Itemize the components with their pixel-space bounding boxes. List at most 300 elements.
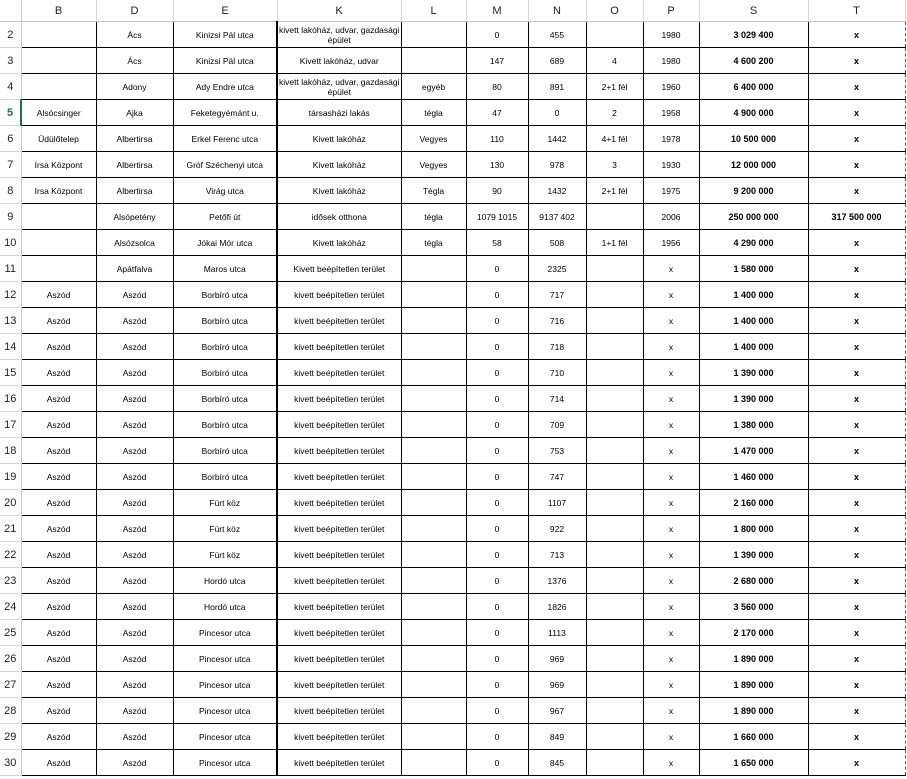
column-header-p[interactable]: P: [643, 0, 699, 22]
cell-m[interactable]: 0: [466, 334, 528, 360]
cell-n[interactable]: 849: [528, 724, 586, 750]
cell-s[interactable]: 1 890 000: [699, 646, 808, 672]
cell-m[interactable]: 47: [466, 100, 528, 126]
cell-p[interactable]: x: [643, 282, 699, 308]
cell-e[interactable]: Jókai Mór utca: [173, 230, 277, 256]
cell-s[interactable]: 2 170 000: [699, 620, 808, 646]
cell-s[interactable]: 1 390 000: [699, 360, 808, 386]
cell-l[interactable]: [401, 48, 466, 74]
cell-k[interactable]: Kivett lakóház: [277, 178, 401, 204]
cell-b[interactable]: Aszód: [21, 516, 96, 542]
cell-l[interactable]: Vegyes: [401, 152, 466, 178]
cell-b[interactable]: Aszód: [21, 672, 96, 698]
cell-b[interactable]: [21, 204, 96, 230]
cell-o[interactable]: [586, 334, 643, 360]
cell-k[interactable]: kivett beépítetlen terület: [277, 646, 401, 672]
cell-o[interactable]: 3: [586, 152, 643, 178]
cell-b[interactable]: Aszód: [21, 750, 96, 776]
cell-t[interactable]: x: [808, 256, 905, 282]
cell-k[interactable]: társasházi lakás: [277, 100, 401, 126]
cell-b[interactable]: [21, 256, 96, 282]
cell-l[interactable]: [401, 438, 466, 464]
cell-l[interactable]: tégla: [401, 100, 466, 126]
cell-p[interactable]: 1956: [643, 230, 699, 256]
cell-e[interactable]: Kinizsi Pál utca: [173, 48, 277, 74]
cell-t[interactable]: x: [808, 48, 905, 74]
cell-t[interactable]: x: [808, 282, 905, 308]
cell-t[interactable]: x: [808, 334, 905, 360]
cell-m[interactable]: 0: [466, 282, 528, 308]
cell-k[interactable]: kivett beépítetlen terület: [277, 750, 401, 776]
cell-o[interactable]: [586, 386, 643, 412]
cell-n[interactable]: 718: [528, 334, 586, 360]
cell-s[interactable]: 4 600 200: [699, 48, 808, 74]
cell-b[interactable]: [21, 22, 96, 48]
cell-t[interactable]: x: [808, 464, 905, 490]
row-header[interactable]: 28: [0, 698, 21, 724]
cell-d[interactable]: Aszód: [96, 542, 173, 568]
cell-t[interactable]: x: [808, 74, 905, 100]
cell-o[interactable]: 4+1 fél: [586, 126, 643, 152]
cell-o[interactable]: [586, 542, 643, 568]
cell-m[interactable]: 0: [466, 750, 528, 776]
cell-l[interactable]: [401, 464, 466, 490]
cell-m[interactable]: 0: [466, 386, 528, 412]
cell-p[interactable]: x: [643, 568, 699, 594]
cell-e[interactable]: Borbíró utca: [173, 464, 277, 490]
cell-s[interactable]: 1 650 000: [699, 750, 808, 776]
cell-m[interactable]: 58: [466, 230, 528, 256]
cell-b[interactable]: [21, 48, 96, 74]
cell-p[interactable]: x: [643, 698, 699, 724]
cell-b[interactable]: Irsa Központ: [21, 178, 96, 204]
row-header[interactable]: 14: [0, 334, 21, 360]
row-header[interactable]: 20: [0, 490, 21, 516]
cell-n[interactable]: 717: [528, 282, 586, 308]
cell-l[interactable]: Tégla: [401, 178, 466, 204]
cell-m[interactable]: 0: [466, 620, 528, 646]
cell-m[interactable]: 80: [466, 74, 528, 100]
column-header-s[interactable]: S: [699, 0, 808, 22]
cell-m[interactable]: 0: [466, 542, 528, 568]
row-header[interactable]: 22: [0, 542, 21, 568]
cell-b[interactable]: Aszód: [21, 698, 96, 724]
cell-b[interactable]: Aszód: [21, 490, 96, 516]
cell-e[interactable]: Hordó utca: [173, 594, 277, 620]
cell-d[interactable]: Aszód: [96, 698, 173, 724]
cell-p[interactable]: x: [643, 620, 699, 646]
cell-t[interactable]: x: [808, 750, 905, 776]
cell-b[interactable]: Aszód: [21, 334, 96, 360]
cell-p[interactable]: x: [643, 646, 699, 672]
cell-k[interactable]: kivett beépítetlen terület: [277, 412, 401, 438]
row-header[interactable]: 29: [0, 724, 21, 750]
cell-s[interactable]: 2 680 000: [699, 568, 808, 594]
cell-t[interactable]: x: [808, 386, 905, 412]
row-header[interactable]: 11: [0, 256, 21, 282]
cell-m[interactable]: 90: [466, 178, 528, 204]
cell-k[interactable]: kivett beépítetlen terület: [277, 724, 401, 750]
cell-l[interactable]: [401, 256, 466, 282]
cell-k[interactable]: kivett beépítetlen terület: [277, 386, 401, 412]
row-header[interactable]: 16: [0, 386, 21, 412]
cell-o[interactable]: [586, 412, 643, 438]
cell-k[interactable]: kivett beépítetlen terület: [277, 282, 401, 308]
cell-e[interactable]: Pincesor utca: [173, 646, 277, 672]
cell-o[interactable]: [586, 698, 643, 724]
cell-e[interactable]: Pincesor utca: [173, 698, 277, 724]
cell-p[interactable]: x: [643, 750, 699, 776]
row-header[interactable]: 5: [0, 100, 21, 126]
cell-o[interactable]: [586, 724, 643, 750]
cell-m[interactable]: 0: [466, 490, 528, 516]
column-header-e[interactable]: E: [173, 0, 277, 22]
cell-d[interactable]: Aszód: [96, 412, 173, 438]
cell-n[interactable]: 714: [528, 386, 586, 412]
cell-l[interactable]: [401, 594, 466, 620]
select-all-corner[interactable]: [0, 0, 21, 22]
cell-d[interactable]: Ács: [96, 48, 173, 74]
cell-t[interactable]: x: [808, 100, 905, 126]
cell-m[interactable]: 0: [466, 464, 528, 490]
cell-o[interactable]: [586, 308, 643, 334]
cell-p[interactable]: x: [643, 724, 699, 750]
cell-k[interactable]: Kivett lakóház: [277, 126, 401, 152]
cell-s[interactable]: 1 390 000: [699, 386, 808, 412]
cell-o[interactable]: [586, 672, 643, 698]
cell-d[interactable]: Ajka: [96, 100, 173, 126]
cell-b[interactable]: Üdülőtelep: [21, 126, 96, 152]
cell-s[interactable]: 4 290 000: [699, 230, 808, 256]
cell-o[interactable]: [586, 594, 643, 620]
cell-s[interactable]: 6 400 000: [699, 74, 808, 100]
cell-d[interactable]: Aszód: [96, 672, 173, 698]
cell-k[interactable]: idősek otthona: [277, 204, 401, 230]
row-header[interactable]: 17: [0, 412, 21, 438]
column-header-m[interactable]: M: [466, 0, 528, 22]
cell-n[interactable]: 713: [528, 542, 586, 568]
cell-s[interactable]: 3 560 000: [699, 594, 808, 620]
cell-l[interactable]: [401, 646, 466, 672]
cell-p[interactable]: x: [643, 672, 699, 698]
cell-e[interactable]: Maros utca: [173, 256, 277, 282]
cell-e[interactable]: Fürt köz: [173, 516, 277, 542]
cell-e[interactable]: Pincesor utca: [173, 750, 277, 776]
cell-t[interactable]: x: [808, 672, 905, 698]
column-header-b[interactable]: B: [21, 0, 96, 22]
cell-d[interactable]: Aszód: [96, 308, 173, 334]
cell-n[interactable]: 9137 402: [528, 204, 586, 230]
cell-m[interactable]: 0: [466, 516, 528, 542]
cell-p[interactable]: x: [643, 308, 699, 334]
cell-s[interactable]: 1 890 000: [699, 672, 808, 698]
cell-b[interactable]: Aszód: [21, 386, 96, 412]
cell-o[interactable]: [586, 22, 643, 48]
row-header[interactable]: 27: [0, 672, 21, 698]
cell-n[interactable]: 2325: [528, 256, 586, 282]
cell-e[interactable]: Borbíró utca: [173, 412, 277, 438]
cell-d[interactable]: Aszód: [96, 750, 173, 776]
cell-t[interactable]: x: [808, 308, 905, 334]
cell-d[interactable]: Ács: [96, 22, 173, 48]
cell-p[interactable]: x: [643, 542, 699, 568]
cell-t[interactable]: x: [808, 646, 905, 672]
cell-t[interactable]: x: [808, 490, 905, 516]
cell-p[interactable]: x: [643, 464, 699, 490]
cell-t[interactable]: x: [808, 412, 905, 438]
cell-p[interactable]: 2006: [643, 204, 699, 230]
cell-d[interactable]: Aszód: [96, 516, 173, 542]
cell-d[interactable]: Albertirsa: [96, 126, 173, 152]
cell-o[interactable]: [586, 282, 643, 308]
cell-k[interactable]: kivett beépítetlen terület: [277, 568, 401, 594]
cell-b[interactable]: Aszód: [21, 620, 96, 646]
cell-k[interactable]: kivett beépítetlen terület: [277, 464, 401, 490]
cell-l[interactable]: tégla: [401, 230, 466, 256]
cell-l[interactable]: [401, 334, 466, 360]
cell-d[interactable]: Aszód: [96, 334, 173, 360]
cell-s[interactable]: 1 470 000: [699, 438, 808, 464]
cell-e[interactable]: Borbíró utca: [173, 282, 277, 308]
row-header[interactable]: 8: [0, 178, 21, 204]
cell-n[interactable]: 967: [528, 698, 586, 724]
cell-m[interactable]: 0: [466, 646, 528, 672]
cell-t[interactable]: x: [808, 360, 905, 386]
cell-p[interactable]: x: [643, 594, 699, 620]
cell-p[interactable]: x: [643, 334, 699, 360]
cell-m[interactable]: 0: [466, 438, 528, 464]
cell-m[interactable]: 0: [466, 672, 528, 698]
cell-e[interactable]: Fürt köz: [173, 542, 277, 568]
cell-b[interactable]: Aszód: [21, 282, 96, 308]
row-header[interactable]: 15: [0, 360, 21, 386]
cell-e[interactable]: Pincesor utca: [173, 620, 277, 646]
cell-n[interactable]: 922: [528, 516, 586, 542]
cell-e[interactable]: Pincesor utca: [173, 724, 277, 750]
cell-l[interactable]: [401, 360, 466, 386]
cell-p[interactable]: 1958: [643, 100, 699, 126]
cell-o[interactable]: [586, 204, 643, 230]
cell-o[interactable]: [586, 568, 643, 594]
cell-d[interactable]: Aszód: [96, 620, 173, 646]
cell-d[interactable]: Aszód: [96, 282, 173, 308]
cell-s[interactable]: 9 200 000: [699, 178, 808, 204]
cell-l[interactable]: [401, 568, 466, 594]
cell-p[interactable]: x: [643, 490, 699, 516]
column-header-t[interactable]: T: [808, 0, 905, 22]
cell-d[interactable]: Aszód: [96, 724, 173, 750]
cell-b[interactable]: Alsócsinger: [21, 100, 96, 126]
cell-n[interactable]: 969: [528, 672, 586, 698]
cell-k[interactable]: kivett beépítetlen terület: [277, 620, 401, 646]
cell-s[interactable]: 2 160 000: [699, 490, 808, 516]
cell-t[interactable]: x: [808, 620, 905, 646]
cell-e[interactable]: Ady Endre utca: [173, 74, 277, 100]
cell-p[interactable]: x: [643, 412, 699, 438]
cell-p[interactable]: 1975: [643, 178, 699, 204]
cell-t[interactable]: x: [808, 178, 905, 204]
row-header[interactable]: 30: [0, 750, 21, 776]
cell-m[interactable]: 0: [466, 256, 528, 282]
cell-s[interactable]: 1 660 000: [699, 724, 808, 750]
column-header-o[interactable]: O: [586, 0, 643, 22]
cell-m[interactable]: 0: [466, 698, 528, 724]
cell-d[interactable]: Alsópetény: [96, 204, 173, 230]
cell-k[interactable]: Kivett beépítetlen terület: [277, 256, 401, 282]
cell-p[interactable]: 1960: [643, 74, 699, 100]
cell-n[interactable]: 710: [528, 360, 586, 386]
cell-p[interactable]: 1980: [643, 48, 699, 74]
cell-o[interactable]: [586, 646, 643, 672]
cell-t[interactable]: x: [808, 230, 905, 256]
cell-k[interactable]: kivett beépítetlen terület: [277, 542, 401, 568]
cell-l[interactable]: [401, 542, 466, 568]
cell-e[interactable]: Hordó utca: [173, 568, 277, 594]
cell-o[interactable]: [586, 464, 643, 490]
cell-o[interactable]: [586, 490, 643, 516]
cell-o[interactable]: [586, 516, 643, 542]
cell-s[interactable]: 1 460 000: [699, 464, 808, 490]
cell-s[interactable]: 3 029 400: [699, 22, 808, 48]
cell-b[interactable]: [21, 74, 96, 100]
cell-k[interactable]: kivett beépítetlen terület: [277, 594, 401, 620]
cell-p[interactable]: x: [643, 256, 699, 282]
cell-m[interactable]: 0: [466, 308, 528, 334]
cell-m[interactable]: 0: [466, 724, 528, 750]
cell-s[interactable]: 1 400 000: [699, 282, 808, 308]
cell-t[interactable]: x: [808, 22, 905, 48]
cell-l[interactable]: [401, 22, 466, 48]
row-header[interactable]: 21: [0, 516, 21, 542]
cell-d[interactable]: Adony: [96, 74, 173, 100]
cell-t[interactable]: 317 500 000: [808, 204, 905, 230]
cell-b[interactable]: Aszód: [21, 568, 96, 594]
cell-n[interactable]: 1376: [528, 568, 586, 594]
cell-k[interactable]: kivett beépítetlen terület: [277, 516, 401, 542]
cell-l[interactable]: [401, 698, 466, 724]
cell-m[interactable]: 0: [466, 412, 528, 438]
cell-k[interactable]: Kivett lakóház: [277, 152, 401, 178]
cell-e[interactable]: Borbíró utca: [173, 438, 277, 464]
cell-n[interactable]: 689: [528, 48, 586, 74]
cell-e[interactable]: Erkel Ferenc utca: [173, 126, 277, 152]
cell-m[interactable]: 130: [466, 152, 528, 178]
cell-n[interactable]: 891: [528, 74, 586, 100]
cell-l[interactable]: [401, 386, 466, 412]
cell-s[interactable]: 1 400 000: [699, 334, 808, 360]
cell-o[interactable]: 1+1 fél: [586, 230, 643, 256]
cell-o[interactable]: [586, 620, 643, 646]
row-header[interactable]: 7: [0, 152, 21, 178]
cell-n[interactable]: 747: [528, 464, 586, 490]
cell-k[interactable]: kivett beépítetlen terület: [277, 438, 401, 464]
cell-l[interactable]: [401, 672, 466, 698]
cell-d[interactable]: Aszód: [96, 594, 173, 620]
cell-b[interactable]: Aszód: [21, 464, 96, 490]
row-header[interactable]: 24: [0, 594, 21, 620]
cell-l[interactable]: [401, 750, 466, 776]
cell-e[interactable]: Borbíró utca: [173, 308, 277, 334]
cell-o[interactable]: 2: [586, 100, 643, 126]
cell-t[interactable]: x: [808, 516, 905, 542]
cell-k[interactable]: kivett beépítetlen terület: [277, 334, 401, 360]
cell-e[interactable]: Kinizsi Pál utca: [173, 22, 277, 48]
cell-n[interactable]: 1432: [528, 178, 586, 204]
cell-n[interactable]: 845: [528, 750, 586, 776]
cell-b[interactable]: Irsa Központ: [21, 152, 96, 178]
column-header-l[interactable]: L: [401, 0, 466, 22]
column-header-n[interactable]: N: [528, 0, 586, 22]
cell-n[interactable]: 753: [528, 438, 586, 464]
cell-s[interactable]: 12 000 000: [699, 152, 808, 178]
cell-e[interactable]: Borbíró utca: [173, 386, 277, 412]
cell-n[interactable]: 716: [528, 308, 586, 334]
row-header[interactable]: 10: [0, 230, 21, 256]
cell-b[interactable]: Aszód: [21, 594, 96, 620]
cell-s[interactable]: 1 800 000: [699, 516, 808, 542]
cell-d[interactable]: Aszód: [96, 360, 173, 386]
cell-l[interactable]: [401, 282, 466, 308]
cell-t[interactable]: x: [808, 594, 905, 620]
cell-n[interactable]: 508: [528, 230, 586, 256]
cell-d[interactable]: Apátfalva: [96, 256, 173, 282]
row-header[interactable]: 9: [0, 204, 21, 230]
cell-b[interactable]: Aszód: [21, 724, 96, 750]
cell-b[interactable]: Aszód: [21, 412, 96, 438]
cell-k[interactable]: kivett lakóház, udvar, gazdasági épület: [277, 22, 401, 48]
cell-o[interactable]: [586, 438, 643, 464]
cell-t[interactable]: x: [808, 126, 905, 152]
cell-d[interactable]: Aszód: [96, 464, 173, 490]
cell-m[interactable]: 0: [466, 568, 528, 594]
cell-d[interactable]: Albertirsa: [96, 178, 173, 204]
cell-p[interactable]: 1930: [643, 152, 699, 178]
cell-o[interactable]: 2+1 fél: [586, 178, 643, 204]
cell-k[interactable]: kivett beépítetlen terület: [277, 490, 401, 516]
cell-b[interactable]: Aszód: [21, 438, 96, 464]
cell-e[interactable]: Gróf Széchenyi utca: [173, 152, 277, 178]
cell-p[interactable]: x: [643, 386, 699, 412]
cell-e[interactable]: Borbíró utca: [173, 334, 277, 360]
cell-s[interactable]: 1 890 000: [699, 698, 808, 724]
cell-l[interactable]: [401, 308, 466, 334]
cell-p[interactable]: 1980: [643, 22, 699, 48]
cell-n[interactable]: 969: [528, 646, 586, 672]
cell-k[interactable]: kivett lakóház, udvar, gazdasági épület: [277, 74, 401, 100]
row-header[interactable]: 19: [0, 464, 21, 490]
cell-k[interactable]: Kivett lakóház, udvar: [277, 48, 401, 74]
cell-d[interactable]: Aszód: [96, 568, 173, 594]
cell-t[interactable]: x: [808, 568, 905, 594]
cell-n[interactable]: 709: [528, 412, 586, 438]
cell-l[interactable]: [401, 490, 466, 516]
cell-e[interactable]: Pincesor utca: [173, 672, 277, 698]
cell-n[interactable]: 1107: [528, 490, 586, 516]
cell-t[interactable]: x: [808, 698, 905, 724]
row-header[interactable]: 18: [0, 438, 21, 464]
cell-p[interactable]: 1978: [643, 126, 699, 152]
cell-n[interactable]: 0: [528, 100, 586, 126]
cell-p[interactable]: x: [643, 360, 699, 386]
cell-m[interactable]: 0: [466, 594, 528, 620]
cell-e[interactable]: Petőfi út: [173, 204, 277, 230]
cell-b[interactable]: [21, 230, 96, 256]
row-header[interactable]: 12: [0, 282, 21, 308]
column-header-d[interactable]: D: [96, 0, 173, 22]
cell-d[interactable]: Aszód: [96, 386, 173, 412]
row-header[interactable]: 23: [0, 568, 21, 594]
cell-d[interactable]: Aszód: [96, 490, 173, 516]
